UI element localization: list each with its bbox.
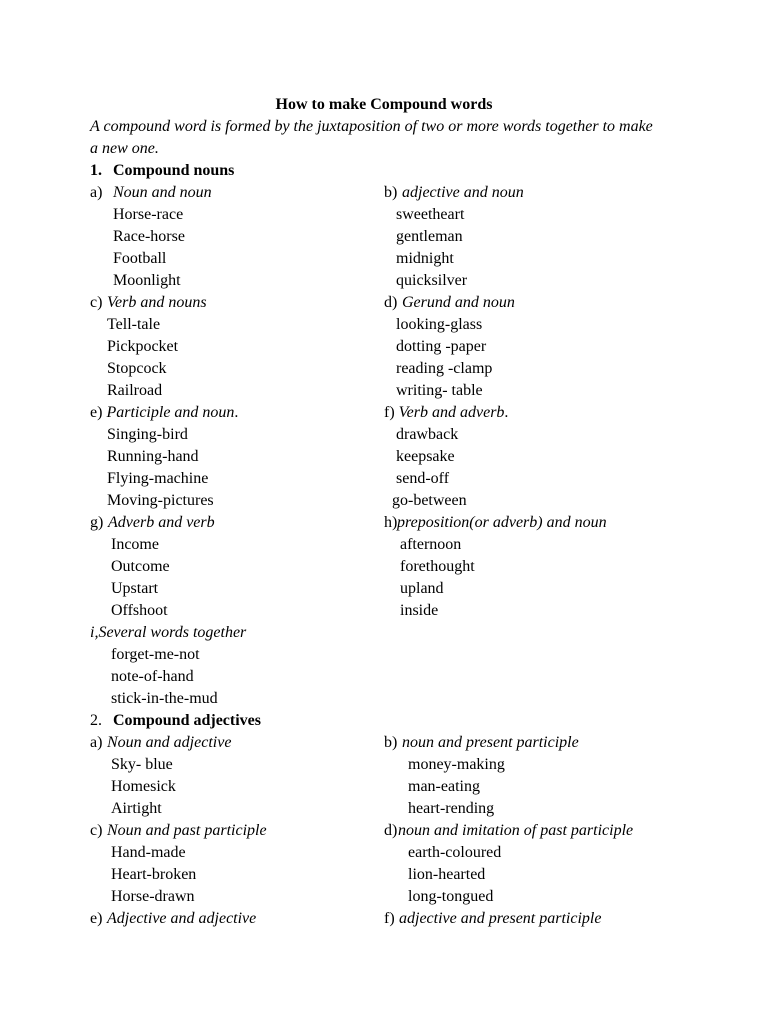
list-item: Horse-drawn [111, 888, 195, 905]
intro-line-1: A compound word is formed by the juxtaposition of two or more words together to make [90, 118, 653, 135]
list-item: inside [400, 602, 439, 619]
list-item: long-tongued [408, 888, 494, 905]
group-2d-prefix: d) [384, 822, 398, 839]
list-item: Heart-broken [111, 866, 197, 883]
list-item: Singing-bird [107, 426, 188, 443]
group-2e-prefix: e) [90, 910, 103, 927]
list-item: heart-rending [408, 800, 495, 817]
list-item: Sky- blue [111, 756, 173, 773]
group-2a-prefix: a) [90, 734, 103, 751]
group-1h-prefix: h) [384, 514, 398, 531]
section-2-heading: Compound adjectives [113, 712, 262, 729]
list-item: midnight [396, 250, 454, 267]
list-item: Railroad [107, 382, 163, 399]
list-item: Tell-tale [107, 316, 161, 333]
list-item: looking-glass [396, 316, 483, 333]
group-1e-suffix: . [234, 404, 239, 421]
list-item: Offshoot [111, 602, 168, 619]
group-2a-label: Noun and adjective [107, 734, 232, 751]
list-item: money-making [408, 756, 505, 773]
group-2b-prefix: b) [384, 734, 398, 751]
group-1h-label: preposition(or adverb) and noun [397, 514, 607, 531]
group-1g-prefix: g) [90, 514, 104, 531]
list-item: forget-me-not [111, 646, 200, 663]
list-item: Pickpocket [107, 338, 179, 355]
list-item: keepsake [396, 448, 455, 465]
list-item: Airtight [111, 800, 162, 817]
group-1a-prefix: a) [90, 184, 103, 201]
group-1c-label: Verb and nouns [107, 294, 207, 311]
list-item: Football [113, 250, 167, 267]
list-item: Flying-machine [107, 470, 209, 487]
list-item: Upstart [111, 580, 159, 597]
group-2c-label: Noun and past participle [107, 822, 267, 839]
list-item: sweetheart [396, 206, 465, 223]
list-item: gentleman [396, 228, 463, 245]
group-1d-prefix: d) [384, 294, 398, 311]
list-item: stick-in-the-mud [111, 690, 218, 707]
intro-line-2: a new one. [90, 140, 159, 157]
list-item: Hand-made [111, 844, 186, 861]
section-2-number: 2. [90, 712, 102, 729]
group-1f-label: Verb and adverb [398, 404, 505, 421]
list-item: Running-hand [107, 448, 199, 465]
list-item: Horse-race [113, 206, 184, 223]
list-item: Moving-pictures [107, 492, 214, 509]
group-1c-prefix: c) [90, 294, 103, 311]
list-item: Outcome [111, 558, 170, 575]
group-2b-label: noun and present participle [402, 734, 579, 751]
list-item: Stopcock [107, 360, 167, 377]
group-1e-prefix: e) [90, 404, 103, 421]
group-1i-label: i,Several words together [90, 624, 247, 641]
section-1-number: 1. [90, 162, 102, 179]
list-item: Moonlight [113, 272, 181, 289]
list-item: lion-hearted [408, 866, 486, 883]
group-1g-label: Adverb and verb [108, 514, 215, 531]
list-item: afternoon [400, 536, 462, 553]
list-item: Homesick [111, 778, 176, 795]
list-item: man-eating [408, 778, 480, 795]
group-2e-label: Adjective and adjective [107, 910, 257, 927]
group-1d-label: Gerund and noun [402, 294, 515, 311]
list-item: drawback [396, 426, 459, 443]
group-2d-label: noun and imitation of past participle [398, 822, 634, 839]
group-1f-label-line [384, 402, 508, 424]
group-2f-prefix: f) [384, 910, 395, 927]
list-item: go-between [392, 492, 467, 509]
group-1f-suffix: . [504, 404, 509, 421]
document-title: How to make Compound words [275, 96, 493, 113]
group-1b-prefix: b) [384, 184, 398, 201]
list-item: dotting -paper [396, 338, 487, 355]
group-1a-label: Noun and noun [113, 184, 212, 201]
group-2c-prefix: c) [90, 822, 103, 839]
group-1e-label: Participle and noun [106, 404, 235, 421]
group-1e-label-line [90, 402, 238, 424]
group-2f-label: adjective and present participle [399, 910, 602, 927]
list-item: send-off [396, 470, 450, 487]
group-1f-prefix: f) [384, 404, 395, 421]
list-item: upland [400, 580, 444, 597]
list-item: quicksilver [396, 272, 468, 289]
group-1b-label: adjective and noun [402, 184, 524, 201]
list-item: reading -clamp [396, 360, 493, 377]
list-item: note-of-hand [111, 668, 194, 685]
list-item: writing- table [396, 382, 483, 399]
list-item: earth-coloured [408, 844, 502, 861]
section-1-heading: Compound nouns [113, 162, 235, 179]
list-item: forethought [400, 558, 475, 575]
list-item: Income [111, 536, 159, 553]
list-item: Race-horse [113, 228, 185, 245]
